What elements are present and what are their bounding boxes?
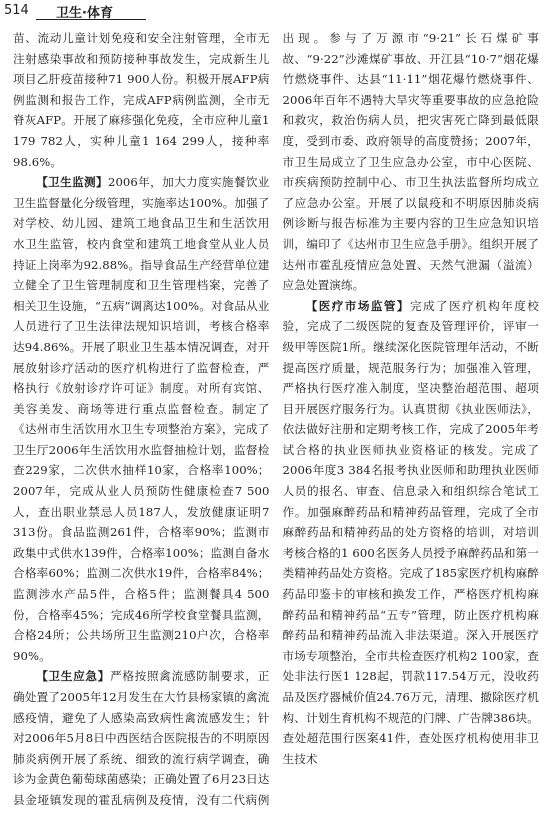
paragraph-text: 苗、流动儿童计划免疫和安全注射管理，全市无注射感染事故和预防接种事故发生，完成新生儿项目乙肝疫苗接种71 900人份。积极开展AFP病例监测和报告工作，完成AFP病例监测，全市无脊灰AFP。开展了麻疹强化免疫，全市应种儿童1 179 782人，实种儿童1 164 299人，接种率98.6%。 (13, 31, 270, 169)
running-title: 卫生·体育 (56, 6, 113, 21)
header-rule (36, 19, 146, 20)
paragraph-health-monitoring (13, 172, 270, 666)
page-header (2, 2, 282, 20)
section-heading-medical-market-supervision: 【医疗市场监管】 (305, 298, 410, 313)
paragraph-text: 完成了医疗机构年度校验，完成了二级医院的复查及管理评价，评审一级甲等医院1所。继续深化医院管理年活动，不断提高医疗质量，规范服务行为；加强准入管理，严格执行医疗准入制度，坚决整治超范围、超项目开展医疗服务行为。认真贯彻《执业医师法》，依法做好注册和定期考核工作，完成了2005年考试合格的执业医师执业资格证的核发。完成了2006年度3 384名报考执业医师和助理执业医师人员的报名、审查、信息录入和组织综合笔试工作。加强麻醉药品和精神药品管理，完成了全市麻醉药品和精神药品的处方资格的培训，对培训考核合格的1 600名医务人员授予麻醉药品和第一类精神药品处方资格。完成了185家医疗机构麻醉药品印鉴卡的审核和换发工作，严格医疗机构麻醉药品和精神药品“五专”管理，防止医疗机构麻醉药品和精神药品流入非法渠道。深入开展医疗市场专项整治，全市共检查医疗机构2 100家，查处非法行医1 128起，罚款117.54万元，没收药品及医疗器械价值24.76万元，清理、撤除医疗机构、计划生育机构不规范的门牌、广告牌386块。查处超范围行医案41件，查处医疗机构使用非卫生技术 (282, 298, 539, 766)
section-heading-health-emergency: 【卫生应急】 (36, 669, 111, 684)
paragraph-immunization-continued (13, 28, 270, 172)
body-columns (13, 28, 539, 818)
section-heading-health-monitoring: 【卫生监测】 (36, 175, 108, 190)
page-number: 514 (4, 3, 29, 18)
paragraph-text: 严格按照禽流感防制要求，正确处置了2005年12月发生在大竹县杨家镇的禽流感疫情，避免了人感染高致病性禽流感发生；针对2006年5月8日中西医结合医院报告的不明原因肺炎病例开展了系统、细致的流行病学调查，确诊为金黄色葡萄球菌感染；正确处置了6月23日达县金垭镇发现的霍乱病例及疫情，没有二代病例出现。参与了万源市“9·21”长石煤矿事故、“9·22”沙滩煤矿事故、开江县“10·7”烟花爆竹燃烧事件、达县“11·11”烟花爆竹燃烧事件、2006年百年不遇特大旱灾等重要事故的应急抢险和救灾，救治伤病人员，把灾害死亡降到最低限度，受到市委、政府领导的高度赞扬；2007年，市卫生局成立了卫生应急办公室，市中心医院、市疾病预防控制中心、市卫生执法监督所均成立了应急办公室。开展了以鼠疫和不明原因肺炎病例诊断与报告标准为主要内容的卫生应急知识培训，编印了《达州市卫生应急手册》。组织开展了达州市霍乱疫情应急处置、天然气泄漏（溢流）应急处置演练。 (13, 31, 539, 807)
paragraph-text: 2006年，加大力度实施餐饮业卫生监督量化分级管理，实施率达100%。加强了对学校、幼儿园、建筑工地食品卫生和生活饮用水卫生监管，校内食堂和建筑工地食堂从业人员持证上岗率为92.88%。指导食品生产经营单位建立健全了卫生管理制度和卫生管理档案，完善了相关卫生设施，“五病”调离达100%。对食品从业人员进行了卫生法律法规知识培训，考核合格率达94.86%。开展了职业卫生基本情况调查，对开展放射诊疗活动的医疗机构进行了监督检查，严格执行《放射诊疗许可证》制度。对所有宾馆、美容美发、商场等进行重点监督检查。制定了《达州市生活饮用水卫生专项整治方案》，完成了卫生厅2006年生活饮用水监督抽检计划，监督检查229家，二次供水抽样10家，合格率100%；2007年，完成从业人员预防性健康检查7 500人，查出职业禁忌人员187人，发放健康证明7 313份。食品监测261件，合格率90%；监测市政集中式供水139件，合格率100%；监测自备水合格率60%；监测二次供水19件，合格率84%；监测涉水产品5件，合格5件；监测餐具4 500份，合格率45%；完成46所学校食堂餐具监测，合格24所；公共场所卫生监测210户次，合格率90%。 (13, 175, 270, 663)
paragraph-medical-market-supervision (283, 296, 540, 770)
